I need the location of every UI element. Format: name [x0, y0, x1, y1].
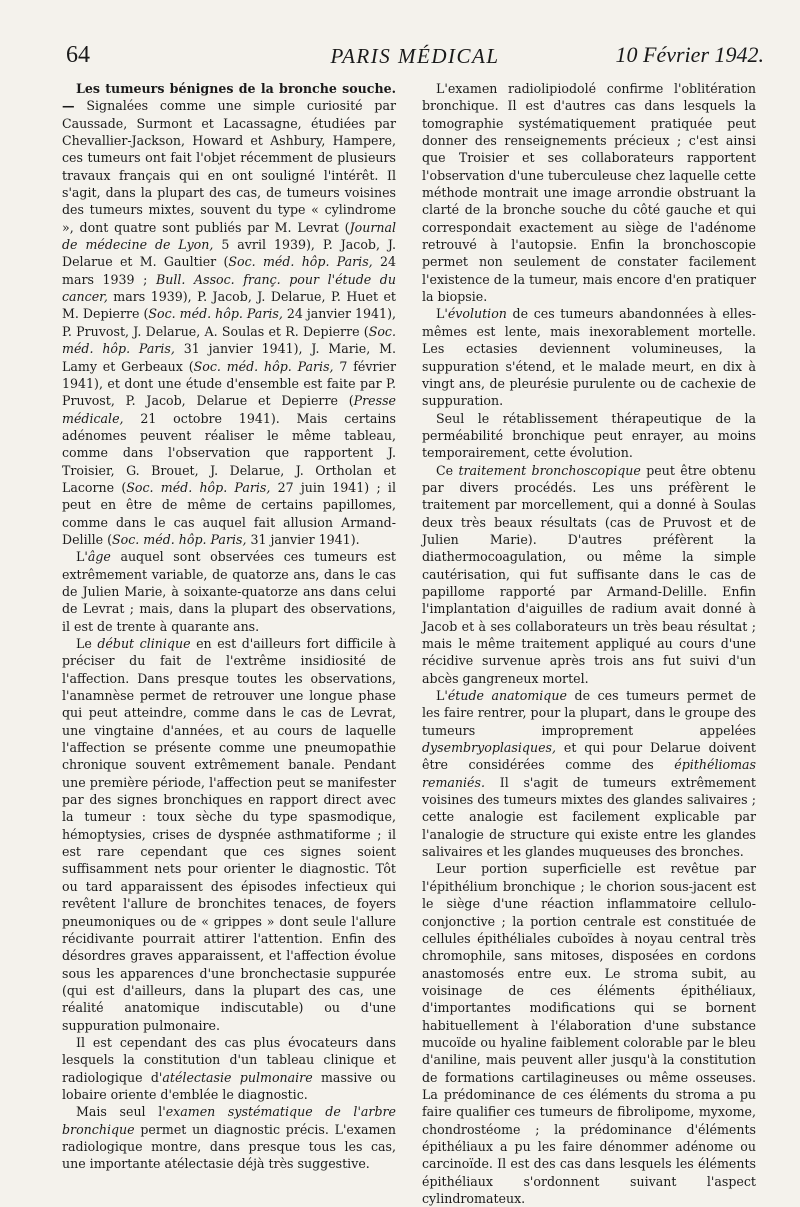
text-run: Ce [436, 462, 459, 478]
paragraph-age [62, 548, 396, 635]
text-run: L' [436, 688, 448, 704]
text-run: et qui pour Delarue doivent être considérées comme des [422, 740, 756, 773]
paragraph-benign-tumors [62, 80, 396, 548]
paragraph-treatment [422, 462, 756, 687]
citation-italic: Soc. méd. hôp. Paris, [62, 323, 396, 357]
left-column [62, 80, 396, 1173]
citation-italic: Soc. méd. hôp. Paris, [228, 254, 373, 270]
text-run: 7 février 1941), et dont une étude d'ensemble est faite par P. Pruvost, P. Jacob, Delarue et Depierre ( [62, 358, 396, 409]
text-run: mars 1939), P. Jacob, J. Delarue, P. Huet et M. Depierre ( [62, 289, 396, 322]
paragraph-anatomy [422, 687, 756, 860]
text-run: Signalées comme une simple curiosité par Caussade, Surmont et Lacassagne, étudiées par Chevallier-Jackson, Howard et Ashbury, Hampere, ces tumeurs ont fait l'objet récemment de plusieurs travaux français qui en ont souligné l'intérêt. Il s'agit, dans la plupart des cas, de tumeurs voisines des tumeurs mixtes, souvent du type « cylindrome », dont quatre sont publiés par M. Levrat ( [62, 98, 396, 235]
text-run: massive ou lobaire oriente d'emblée le diagnostic. [62, 1069, 396, 1102]
paragraph-clinical-onset [62, 635, 396, 1034]
term-italic: épithéliomas remaniés. [422, 757, 756, 790]
citation-italic: Presse médicale, [62, 393, 396, 426]
text-run: Mais seul l' [76, 1104, 166, 1120]
term-italic: traitement bronchoscopique [458, 462, 641, 478]
page-number: 64 [66, 42, 90, 68]
paragraph-evolution [422, 305, 756, 409]
text-run: 31 janvier 1941). [246, 531, 360, 547]
term-italic: examen systématique de l'arbre bronchique [62, 1104, 396, 1137]
term-italic: âge [87, 549, 111, 565]
text-run: Seul le rétablissement thérapeutique de la perméabilité bronchique peut enrayer, au moins temporairement, cette évolution. [422, 410, 756, 461]
text-run: en est d'ailleurs fort difficile à préciser du fait de l'extrême insidiosité de l'affection. Dans presque toutes les observations, l'anamnèse permet de retrouver une longue phase qui peut atteindre, comme dans le cas de Levrat, une vingtaine d'années, et au cours de laquelle l'affection se présente comme une pneumopathie chronique souvent extrêmement banale. Pendant une première période, l'affection peut se manifester par des signes bronchiques en rapport direct avec la tumeur : toux sèche du type spasmodique, hémoptysies, crises de dyspnée asthmatiforme ; il est rare cependant que ces signes soient suffisamment nets pour orienter le diagnostic. Tôt ou tard apparaissent des épisodes infectieux qui revêtent l'allure de bronchites tenaces, de foyers pneumoniques ou de « grippes » dont seule l'allure récidivante pourrait attirer l'attention. Enfin des désordres graves apparaissent, et l'affection évolue sous les apparences d'une bronchectasie suppurée (qui est d'ailleurs, dans la plupart des cas, une réalité anatomique indiscutable) ou d'une suppuration pulmonaire. [62, 636, 396, 1033]
paragraph-histology [422, 860, 756, 1207]
text-run: 21 octobre 1941). Mais certains adénomes peuvent réaliser le même tableau, comme dans l'observation que rapportent J. Troisier, G. Brouet, J. Delarue, J. Ortholan et Lacorne ( [62, 410, 396, 495]
citation-italic: Bull. Assoc. franç. pour l'étude du cancer, [62, 271, 396, 305]
citation-italic: Journal de médecine de Lyon, [62, 219, 396, 253]
text-run: auquel sont observées ces tumeurs est extrêmement variable, de quatorze ans, dans le cas de Julien Marie, à soixante-quatorze ans dans celui de Levrat ; mais, dans la plupart des observations, il est de trente à quarante ans. [62, 549, 396, 634]
text-run: peut être obtenu par divers procédés. Les uns préfèrent le traitement par morcellement, qui a donné à Soulas deux très beaux résultats (cas de Pruvost et de Julien Marie). D'autres préfèrent la diathermocoagulation, ou même la simple cautérisation, qui fut suffisante dans le cas de papillome rapporté par Armand-Delille. Enfin l'implantation d'aiguilles de radium avait donné à Jacob et à ses collaborateurs un très beau résultat ; mais le même traitement appliqué au cours d'une récidive survenue après trois ans fut suivi d'un abcès gangreneux mortel. [422, 462, 756, 686]
text-run: 5 avril 1939), P. Jacob, J. Delarue et M. Gaultier ( [62, 237, 397, 270]
text-run: 27 juin 1941) ; il peut en être de même de certains papillomes, comme dans le cas auquel fait allusion Armand-Delille ( [62, 479, 396, 547]
term-italic: évolution [447, 306, 507, 322]
journal-title: PARIS MÉDICAL [330, 44, 500, 68]
text-run: 24 mars 1939 ; [62, 254, 396, 287]
text-run: L' [76, 549, 88, 565]
right-column [422, 80, 756, 1207]
text-run: L'examen radiolipiodolé confirme l'oblitération bronchique. Il est d'autres cas dans lesquels la tomographie systématiquement pratiquée peut donner des renseignements précieux ; c'est ainsi que Troisier et ses collaborateurs rapportent l'observation d'une tuberculeuse chez laquelle cette méthode montrait une image arrondie obstruant la clarté de la bronche souche du côté gauche et qui correspondait exactement au siège de l'adénome retrouvé à l'autopsie. Enfin la bronchoscopie permet non seulement de constater facilement l'existence de la tumeur, mais encore d'en pratiquer la biopsie. [422, 81, 756, 305]
paragraph-atelectasis [62, 1034, 396, 1103]
text-run: de ces tumeurs permet de les faire rentrer, pour la plupart, dans le groupe des tumeurs improprement appelées [422, 688, 756, 738]
paragraph-radiology [422, 80, 756, 305]
term-italic: dysembryoplasiques, [422, 740, 556, 756]
citation-italic: Soc. méd. hôp. Paris, [112, 531, 247, 547]
text-run: 31 janvier 1941), J. Marie, M. Lamy et Gerbeaux ( [62, 341, 396, 374]
section-heading: Les tumeurs bénignes de la bronche souche. — [62, 81, 396, 114]
paragraph-permeability [422, 410, 756, 462]
text-run: Le [76, 636, 98, 651]
text-run: Il s'agit de tumeurs extrêmement voisines des tumeurs mixtes des glandes salivaires ; cette analogie est facilement explicable par l'analogie de structure qui existe entre les glandes salivaires et les glandes muqueuses des bronches. [422, 774, 756, 860]
text-run: Leur portion superficielle est revêtue par l'épithélium bronchique ; le chorion sous-jacent est le siège d'une réaction inflammatoire cellulo-conjonctive ; la portion centrale est constituée de cellules épithéliales cuboïdes à noyau central très chromophile, sans mitoses, disposées en cordons anastomosés entre eux. Le stroma subit, au voisinage de ces éléments épithéliaux, d'importantes modifications qui se bornent habituellement à l'élaboration d'une substance mucoïde ou hyaline faiblement colorable par le bleu d'aniline, mais peuvent aller jusqu'à la constitution de formations cartilagineuses ou même osseuses. La prédominance de ces éléments du stroma a pu faire qualifier ces tumeurs de fibrolipome, myxome, chondrostéome ; la prédominance d'éléments épithéliaux a pu les faire dénommer adénome ou carcinoïde. Il est des cas dans lesquels les éléments épithéliaux s'ordonnent suivant l'aspect cylindromateux. [422, 861, 756, 1206]
term-italic: étude anatomique [447, 688, 567, 704]
text-run: L' [436, 306, 448, 322]
text-run: permet un diagnostic précis. L'examen radiologique montre, dans presque tous les cas, une importante atélectasie déjà très suggestive. [62, 1121, 396, 1172]
text-run: 24 janvier 1941), P. Pruvost, J. Delarue, A. Soulas et R. Depierre ( [62, 306, 396, 339]
text-run: de ces tumeurs abandonnées à elles-mêmes est lente, mais inexorablement mortelle. Les ectasies deviennent volumineuses, la suppuration s'étend, et le malade meurt, en dix à vingt ans, de pleurésie purulente ou de cachexie de suppuration. [422, 306, 756, 409]
page-header [66, 42, 764, 76]
term-italic: atélectasie pulmonaire [162, 1069, 313, 1085]
paragraph-bronchial-exam [62, 1103, 396, 1172]
text-run: Il est cependant des cas plus évocateurs dans lesquels la constitution d'un tableau clinique et radiologique d' [62, 1034, 396, 1085]
citation-italic: Soc. méd. hôp. Paris, [126, 479, 271, 495]
issue-date: 10 Février 1942. [615, 42, 764, 67]
citation-italic: Soc. méd. hôp. Paris, [148, 306, 283, 322]
citation-italic: Soc. méd. hôp. Paris, [193, 358, 334, 374]
term-italic: début clinique [97, 636, 191, 651]
